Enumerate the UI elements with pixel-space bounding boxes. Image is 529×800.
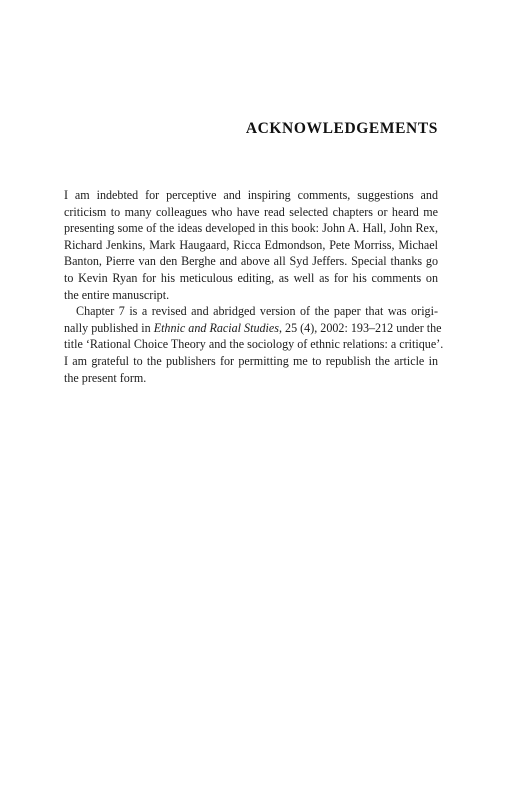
- paragraph-2-line: I am grateful to the publishers for permitting me to republish the article in: [64, 353, 438, 368]
- paragraph-2-line: [64, 320, 442, 337]
- paragraph-1-line: to Kevin Ryan for his meticulous editing, as well as for his comments on: [64, 270, 438, 285]
- paragraph-2: [64, 303, 444, 386]
- paragraph-2-line: the present form.: [64, 370, 147, 385]
- paragraph-1-line: criticism to many colleagues who have read selected chapters or heard me: [64, 204, 438, 219]
- paragraph-2-line: Chapter 7 is a revised and abridged version of the paper that was origi-: [76, 304, 438, 319]
- acknowledgements-body: [64, 187, 444, 386]
- paragraph-1-line: Richard Jenkins, Mark Haugaard, Ricca Edmondson, Pete Morriss, Michael: [64, 237, 438, 252]
- paragraph-1-line: Banton, Pierre van den Berghe and above all Syd Jeffers. Special thanks go: [64, 254, 438, 269]
- paragraph-1-line: the entire manuscript.: [64, 287, 170, 302]
- paragraph-1-line: I am indebted for perceptive and inspiring comments, suggestions and: [64, 188, 438, 202]
- paragraph-2-line: title ‘Rational Choice Theory and the sociology of ethnic relations: a critique’.: [64, 337, 444, 352]
- journal-title: Ethnic and Racial Studies: [153, 320, 279, 335]
- page-heading: ACKNOWLEDGEMENTS: [245, 120, 438, 137]
- text-run: , 25 (4), 2002: 193–212 under the: [278, 320, 442, 335]
- text-run: nally published in: [64, 320, 154, 335]
- paragraph-1: [64, 187, 438, 303]
- paragraph-1-line: presenting some of the ideas developed in this book: John A. Hall, John Rex,: [64, 221, 438, 236]
